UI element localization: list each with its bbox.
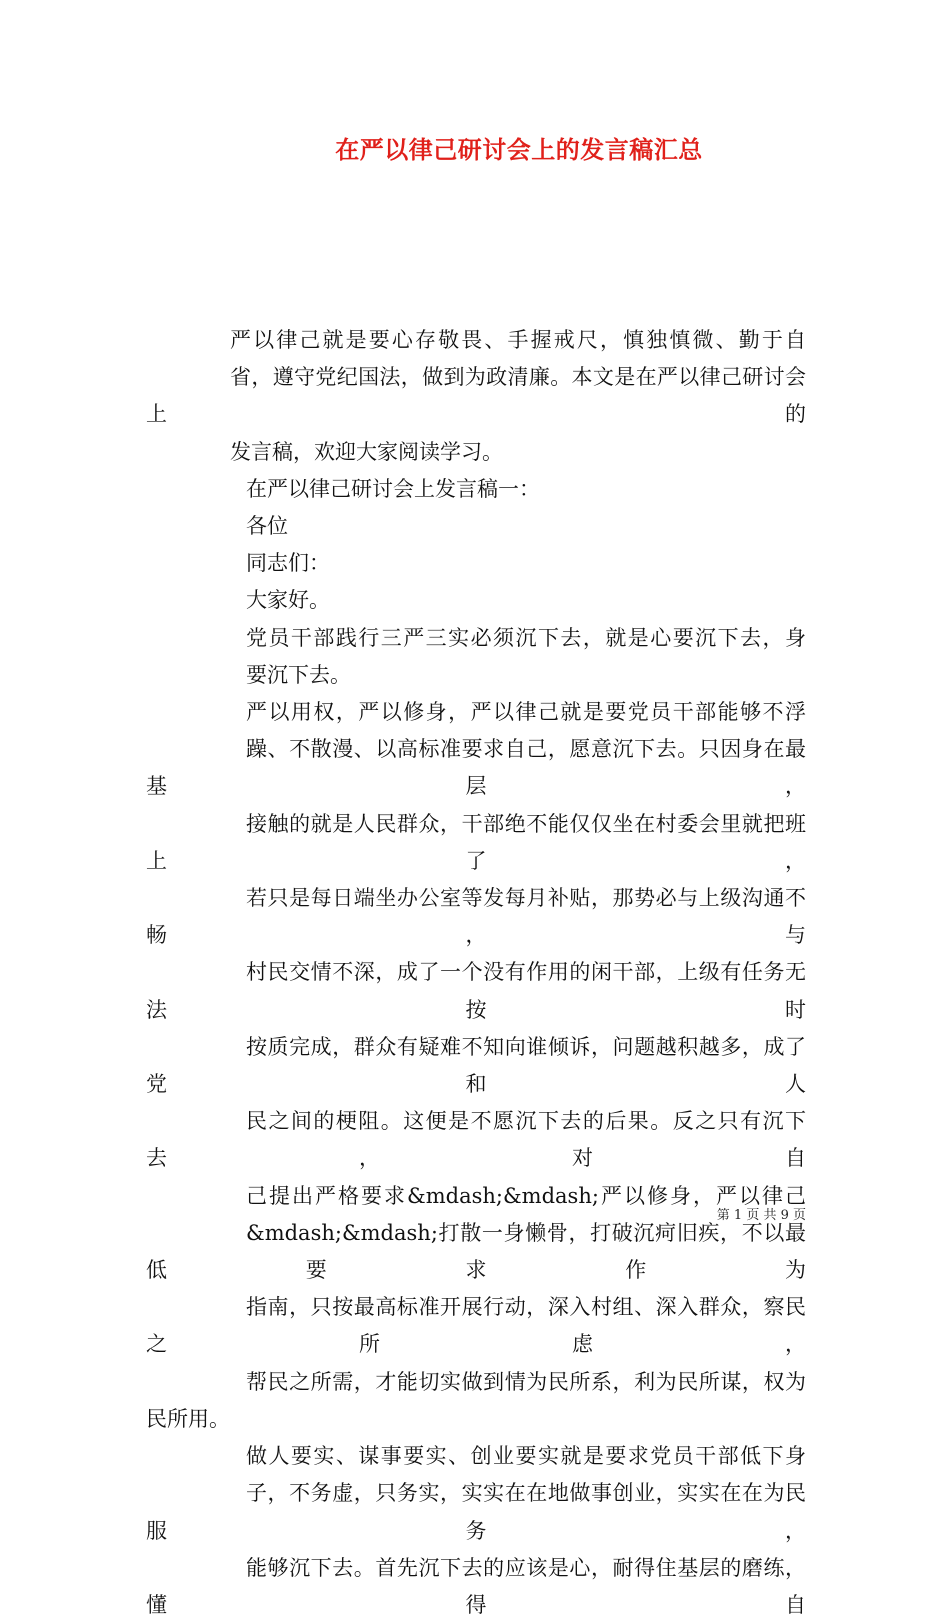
text-line: &mdash;&mdash;打散一身懒骨，打破沉疴旧疾，不以最低要求作为 bbox=[146, 1220, 806, 1283]
text-line: 己提出严格要求&mdash;&mdash;严以修身，严以律己 bbox=[246, 1183, 806, 1208]
salutation-line bbox=[146, 508, 806, 545]
text-line: 严以律己就是要心存敬畏、手握戒尺，慎独慎微、勤于自 bbox=[230, 328, 806, 352]
document-body bbox=[146, 322, 806, 1624]
text-line: 做人要实、谋事要实、创业要实就是要求党员干部低下身 bbox=[246, 1444, 806, 1469]
text-line: 同志们： bbox=[246, 551, 330, 576]
text-line: 若只是每日端坐办公室等发每月补贴，那势必与上级沟通不畅，与 bbox=[146, 886, 806, 948]
body-paragraph bbox=[146, 1438, 806, 1624]
text-line: 指南，只按最高标准开展行动，深入村组、深入群众，察民之所虑， bbox=[146, 1295, 806, 1357]
text-line: 村民交情不深，成了一个没有作用的闲干部，上级有任务无法按时 bbox=[146, 960, 806, 1022]
text-line: 按质完成，群众有疑难不知向谁倾诉，问题越积越多，成了党和人 bbox=[146, 1034, 806, 1097]
text-line: 能够沉下去。首先沉下去的应该是心，耐得住基层的磨练，懂得自 bbox=[146, 1555, 806, 1617]
text-line: 民之间的梗阻。这便是不愿沉下去的后果。反之只有沉下去，对自 bbox=[146, 1109, 806, 1171]
page-footer: 第 1 页 共 9 页 bbox=[716, 1208, 806, 1223]
greeting-line bbox=[146, 582, 806, 619]
body-paragraph bbox=[146, 620, 806, 694]
text-line: 接触的就是人民群众，干部绝不能仅仅坐在村委会里就把班上了， bbox=[146, 811, 806, 873]
text-line: 在严以律己研讨会上发言稿一： bbox=[246, 476, 540, 501]
text-line: 要沉下去。 bbox=[246, 662, 351, 687]
text-line: 帮民之所需，才能切实做到情为民所系，利为民所谋，权为民所用。 bbox=[146, 1369, 806, 1431]
text-line: 子，不务虚，只务实，实实在在地做事创业，实实在在为民服务， bbox=[146, 1481, 806, 1543]
text-line: 躁、不散漫、以高标准要求自己，愿意沉下去。只因身在最基层， bbox=[146, 737, 806, 799]
text-line: 各位 bbox=[246, 514, 288, 539]
body-paragraph bbox=[146, 694, 806, 1438]
speech-heading bbox=[146, 471, 806, 508]
document-title: 在严以律己研讨会上的发言稿汇总 bbox=[335, 135, 703, 164]
text-line: 党员干部践行三严三实必须沉下去，就是心要沉下去，身 bbox=[246, 625, 806, 650]
text-line: 严以用权，严以修身，严以律己就是要党员干部能够不浮 bbox=[246, 700, 806, 725]
text-line: 大家好。 bbox=[246, 588, 330, 613]
intro-paragraph bbox=[146, 322, 806, 471]
text-line: 省，遵守党纪国法，做到为政清廉。本文是在严以律己研讨会上的 bbox=[146, 365, 806, 427]
salutation-line bbox=[146, 545, 806, 582]
text-line: 发言稿，欢迎大家阅读学习。 bbox=[230, 439, 503, 464]
